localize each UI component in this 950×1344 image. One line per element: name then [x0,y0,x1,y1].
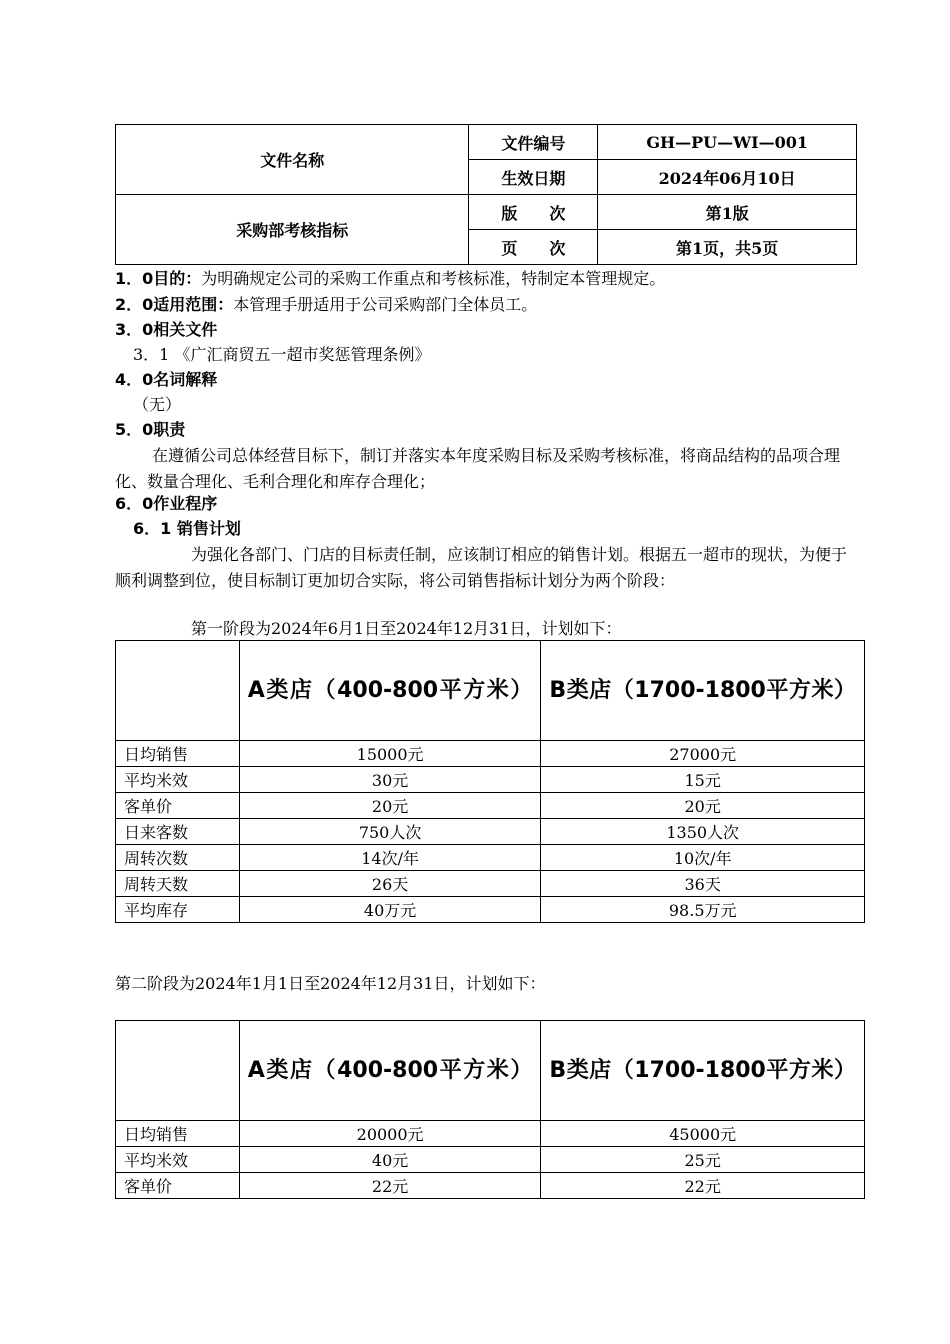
sales-plan-text: 为强化各部门、门店的目标责任制，应该制订相应的销售计划。根据五一超市的现状，为便于顺利调整到位，使目标制订更加切合实际，将公司销售指标计划分为两个阶段： [115,545,848,590]
column-header-a: A类店（400-800平方米） [239,1021,541,1121]
cell-b: 10次/年 [541,845,865,871]
section-definitions-heading: 4．0名词解释 [115,370,218,389]
section-purpose [115,267,665,291]
row-label: 日均销售 [116,741,240,767]
cell-a: 26天 [239,871,541,897]
table-row [116,793,865,819]
file-name-label: 文件名称 [116,125,469,195]
duties-text: 在遵循公司总体经营目标下，制订并落实本年度采购目标及采购考核标准，将商品结构的品项合理化、数量合理化、毛利合理化和库存合理化； [115,446,841,491]
row-label: 日来客数 [116,819,240,845]
row-label: 日均销售 [116,1121,240,1147]
table-corner-cell [116,641,240,741]
section-duties-heading: 5．0职责 [115,420,186,439]
cell-b: 15元 [541,767,865,793]
file-number-label: 文件编号 [469,125,598,160]
row-label: 平均米效 [116,1147,240,1173]
cell-a: 40元 [239,1147,541,1173]
table-header-row [116,1021,865,1121]
section-scope [115,293,537,317]
table-row [116,845,865,871]
page-value: 第1页，共5页 [598,230,857,265]
cell-a: 14次/年 [239,845,541,871]
table-row [116,741,865,767]
section-procedure-heading: 6．0作业程序 [115,494,218,513]
table-row [116,767,865,793]
cell-a: 20元 [239,793,541,819]
section-text: 为明确规定公司的采购工作重点和考核标准，特制定本管理规定。 [201,269,666,288]
cell-b: 36天 [541,871,865,897]
cell-a: 22元 [239,1173,541,1199]
table-row [116,819,865,845]
column-header-a: A类店（400-800平方米） [239,641,541,741]
row-label: 客单价 [116,1173,240,1199]
cell-b: 25元 [541,1147,865,1173]
row-label: 平均库存 [116,897,240,923]
phase1-intro: 第一阶段为2024年6月1日至2024年12月31日，计划如下： [191,619,622,638]
sales-plan-heading: 6．1 销售计划 [133,519,241,538]
related-doc-item: 3．1 《广汇商贸五一超市奖惩管理条例》 [133,345,431,364]
table-row [116,871,865,897]
phase2-plan-table [115,1020,865,1199]
cell-a: 20000元 [239,1121,541,1147]
table-row [116,1147,865,1173]
cell-b: 45000元 [541,1121,865,1147]
section-related-docs-heading: 3．0相关文件 [115,320,218,339]
document-title: 采购部考核指标 [116,195,469,265]
section-heading: 1．0目的： [115,269,202,288]
cell-b: 98.5万元 [541,897,865,923]
row-label: 周转天数 [116,871,240,897]
cell-a: 40万元 [239,897,541,923]
column-header-b: B类店（1700-1800平方米） [541,1021,865,1121]
version-label: 版 次 [469,195,598,230]
section-heading: 2．0适用范围： [115,295,234,314]
table-row [116,897,865,923]
phase1-plan-table [115,640,865,923]
section-text: 本管理手册适用于公司采购部门全体员工。 [233,295,538,314]
cell-b: 1350人次 [541,819,865,845]
cell-a: 30元 [239,767,541,793]
row-label: 平均米效 [116,767,240,793]
row-label: 客单价 [116,793,240,819]
phase2-intro: 第二阶段为2024年1月1日至2024年12月31日，计划如下： [115,974,546,993]
table-header-row [116,641,865,741]
file-number: GH—PU—WI—001 [598,125,857,160]
cell-b: 27000元 [541,741,865,767]
cell-a: 750人次 [239,819,541,845]
page-label: 页 次 [469,230,598,265]
table-row [116,1173,865,1199]
cell-a: 15000元 [239,741,541,767]
cell-b: 22元 [541,1173,865,1199]
row-label: 周转次数 [116,845,240,871]
version-value: 第1版 [598,195,857,230]
table-corner-cell [116,1021,240,1121]
table-row [116,1121,865,1147]
column-header-b: B类店（1700-1800平方米） [541,641,865,741]
definitions-text: （无） [133,395,182,414]
effective-date: 2024年06月10日 [598,160,857,195]
effective-date-label: 生效日期 [469,160,598,195]
document-header-table [115,124,857,265]
cell-b: 20元 [541,793,865,819]
